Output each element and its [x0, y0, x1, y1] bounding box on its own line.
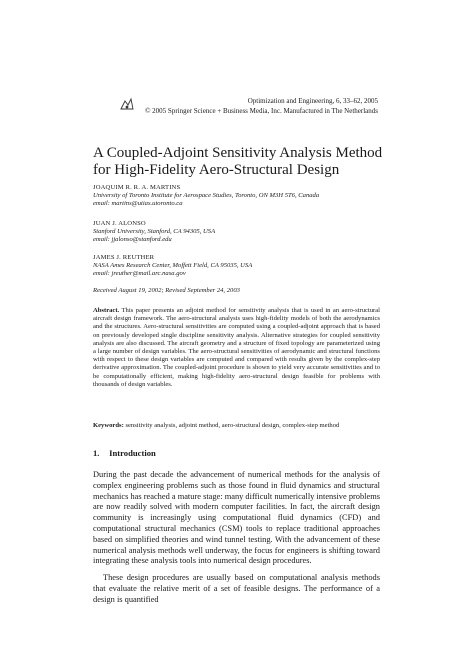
abstract-label: Abstract. — [93, 307, 120, 314]
author-email[interactable]: email: jreuther@mail.arc.nasa.gov — [93, 270, 186, 278]
author-name: JUAN J. ALONSO — [93, 220, 146, 227]
section-title: Introduction — [109, 448, 156, 458]
author-affiliation: University of Toronto Institute for Aerospace Studies, Toronto, ON M3H 5T6, Canada — [93, 192, 320, 200]
journal-header — [145, 96, 378, 116]
section-heading — [93, 448, 156, 458]
author-name: JAMES J. REUTHER — [93, 254, 155, 261]
keywords-text: sensitivity analysis, adjoint method, aero-structural design, complex-step method — [125, 422, 340, 429]
author-name: JOAQUIM R. R. A. MARTINS — [93, 184, 181, 191]
section-number: 1. — [93, 448, 100, 458]
abstract-text: This paper presents an adjoint method for sensitivity analysis that is used in an aero-structural aircraft design framework. The aero-structural analysis uses high-fidelity models of both the aerodynamics and the structures. Aero-structural sensitivities are computed using a coupled-adjoint approach that is based on previously developed single discipline sensitivity analysis. Alternative strategies for coupled sensitivity analysis are also discussed. The aircraft geometry and a structure of fixed topology are parameterized using a large number of design variables. The aero-structural sensitivities of aerodynamic and structural functions with respect to these design variables are computed and compared with results given by the complex-step derivative approximation. The coupled-adjoint procedure is shown to yield very accurate sensitivities and to be computationally efficient, making high-fidelity aero-structural design feasible for problems with thousands of design variables. — [93, 307, 380, 388]
paper-title: A Coupled-Adjoint Sensitivity Analysis Method for High-Fidelity Aero-Structural Design — [93, 145, 383, 178]
abstract — [93, 307, 380, 389]
author-affiliation: Stanford University, Stanford, CA 94305, USA — [93, 228, 216, 236]
body-paragraph: During the past decade the advancement of numerical methods for the analysis of complex engineering problems such as those found in fluid dynamics and structural mechanics has reached a mature stage: many difficult numerically intensive problems are now readily solved with modern computer facilities. In fact, the aircraft design community is increasingly using computational fluid dynamics (CFD) and computational structural mechanics (CSM) tools to replace traditional approaches based on simplified theories and wind tunnel testing. With the advancement of these numerical analysis methods well underway, the focus for engineers is shifting toward integrating these analysis tools into numerical design procedures. — [93, 470, 380, 566]
body-paragraph: These design procedures are usually based on computational analysis methods that evaluate the relative merit of a set of feasible designs. The performance of a design is quantified — [93, 573, 380, 604]
author-email[interactable]: email: martins@utias.utoronto.ca — [93, 200, 183, 208]
author-affiliation: NASA Ames Research Center, Moffett Field, CA 95035, USA — [93, 262, 253, 270]
copyright-line: © 2005 Springer Science + Business Media, Inc. Manufactured in The Netherlands — [145, 107, 378, 115]
author-block — [93, 220, 393, 245]
keywords-label: Keywords: — [93, 422, 124, 429]
journal-citation: Optimization and Engineering, 6, 33–62, 2005 — [247, 97, 378, 105]
keywords — [93, 422, 380, 430]
author-email[interactable]: email: jjalonso@stanford.edu — [93, 236, 172, 244]
author-block — [93, 254, 393, 279]
author-block — [93, 184, 393, 209]
publisher-logo-icon — [119, 97, 135, 111]
received-dates: Received August 19, 2002; Revised September 24, 2003 — [93, 287, 240, 294]
